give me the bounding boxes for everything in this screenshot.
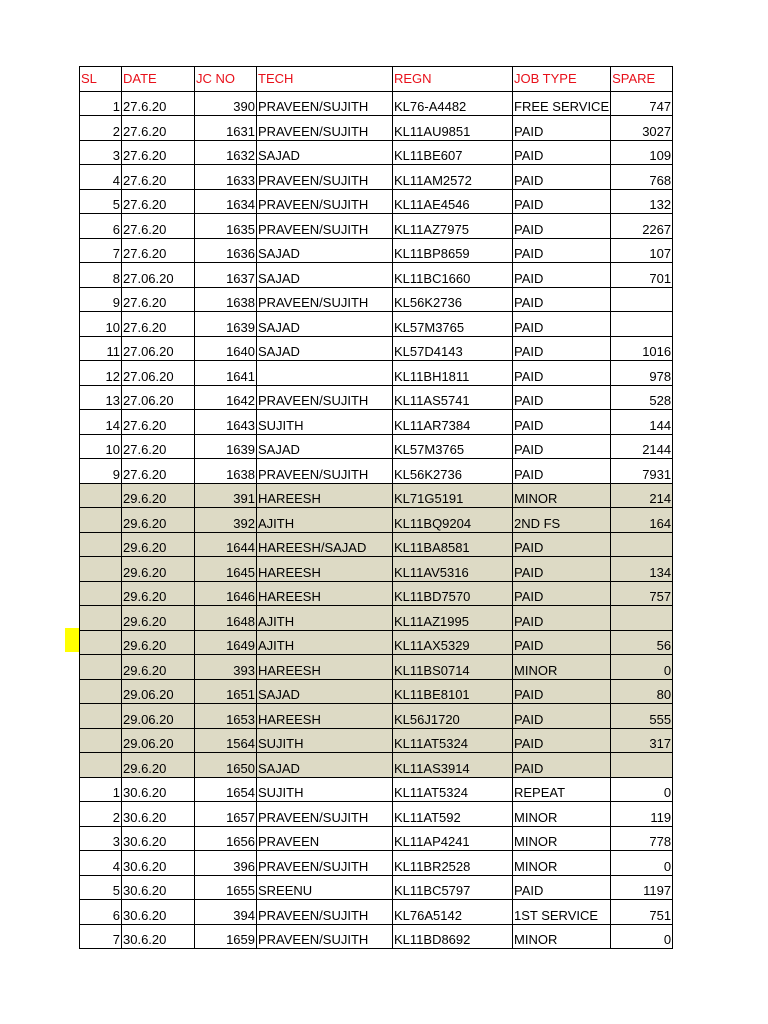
- cell-regn[interactable]: KL11AV5316: [393, 557, 513, 582]
- table-row: [80, 802, 673, 827]
- cell-sl[interactable]: 4: [80, 165, 122, 190]
- cell-sl[interactable]: 7: [80, 238, 122, 263]
- cell-sl[interactable]: [80, 679, 122, 704]
- cell-jc-no[interactable]: 396: [195, 851, 257, 876]
- cell-regn[interactable]: KL11BQ9204: [393, 508, 513, 533]
- cell-spare[interactable]: [611, 312, 673, 337]
- cell-spare[interactable]: 701: [611, 263, 673, 288]
- cell-spare[interactable]: 1197: [611, 875, 673, 900]
- cell-spare[interactable]: [611, 287, 673, 312]
- cell-regn[interactable]: KL57M3765: [393, 312, 513, 337]
- cell-sl[interactable]: 10: [80, 312, 122, 337]
- table-row: [80, 924, 673, 949]
- cell-tech[interactable]: HAREESH: [257, 581, 393, 606]
- cell-date[interactable]: 29.6.20: [122, 483, 195, 508]
- cell-spare[interactable]: [611, 606, 673, 631]
- header-job-type[interactable]: JOB TYPE: [513, 67, 611, 92]
- table-row: [80, 679, 673, 704]
- cell-tech[interactable]: HAREESH: [257, 655, 393, 680]
- cell-regn[interactable]: KL11AS5741: [393, 385, 513, 410]
- cell-date[interactable]: 27.06.20: [122, 361, 195, 386]
- header-spare[interactable]: SPARE: [611, 67, 673, 92]
- table-row: [80, 116, 673, 141]
- cell-job-type[interactable]: PAID: [513, 753, 611, 778]
- cell-jc-no[interactable]: 1656: [195, 826, 257, 851]
- cell-jc-no[interactable]: 1649: [195, 630, 257, 655]
- cell-date[interactable]: 29.6.20: [122, 557, 195, 582]
- cell-spare[interactable]: 56: [611, 630, 673, 655]
- cell-date[interactable]: 29.6.20: [122, 753, 195, 778]
- cell-job-type[interactable]: PAID: [513, 214, 611, 239]
- cell-regn[interactable]: KL76A5142: [393, 900, 513, 925]
- cell-spare[interactable]: 2267: [611, 214, 673, 239]
- cell-job-type[interactable]: PAID: [513, 287, 611, 312]
- table-row: [80, 165, 673, 190]
- cell-date[interactable]: 27.6.20: [122, 434, 195, 459]
- cell-date[interactable]: 29.06.20: [122, 704, 195, 729]
- cell-sl[interactable]: [80, 728, 122, 753]
- table-row: [80, 385, 673, 410]
- cell-date[interactable]: 27.6.20: [122, 140, 195, 165]
- cell-jc-no[interactable]: 1646: [195, 581, 257, 606]
- cell-regn[interactable]: KL11AT5324: [393, 777, 513, 802]
- cell-sl[interactable]: 4: [80, 851, 122, 876]
- cell-date[interactable]: 29.6.20: [122, 655, 195, 680]
- table-row: [80, 655, 673, 680]
- cell-regn[interactable]: KL11BE8101: [393, 679, 513, 704]
- cell-spare[interactable]: 778: [611, 826, 673, 851]
- cell-jc-no[interactable]: 1655: [195, 875, 257, 900]
- cell-tech[interactable]: PRAVEEN/SUJITH: [257, 900, 393, 925]
- cell-regn[interactable]: KL11AX5329: [393, 630, 513, 655]
- cell-regn[interactable]: KL57D4143: [393, 336, 513, 361]
- cell-date[interactable]: 27.6.20: [122, 238, 195, 263]
- cell-job-type[interactable]: PAID: [513, 459, 611, 484]
- table-row: [80, 361, 673, 386]
- cell-tech[interactable]: PRAVEEN/SUJITH: [257, 802, 393, 827]
- cell-spare[interactable]: 119: [611, 802, 673, 827]
- cell-regn[interactable]: KL11AT5324: [393, 728, 513, 753]
- cell-sl[interactable]: [80, 532, 122, 557]
- cell-job-type[interactable]: PAID: [513, 238, 611, 263]
- cell-tech[interactable]: [257, 361, 393, 386]
- cell-sl[interactable]: 14: [80, 410, 122, 435]
- cell-job-type[interactable]: PAID: [513, 189, 611, 214]
- cell-tech[interactable]: AJITH: [257, 606, 393, 631]
- cell-regn[interactable]: KL11AZ7975: [393, 214, 513, 239]
- cell-regn[interactable]: KL57M3765: [393, 434, 513, 459]
- cell-sl[interactable]: 1: [80, 777, 122, 802]
- cell-job-type[interactable]: PAID: [513, 581, 611, 606]
- table-row: [80, 140, 673, 165]
- table-row: [80, 238, 673, 263]
- cell-jc-no[interactable]: 1637: [195, 263, 257, 288]
- cell-regn[interactable]: KL11BS0714: [393, 655, 513, 680]
- job-card-table: [79, 66, 673, 949]
- cell-date[interactable]: 30.6.20: [122, 900, 195, 925]
- cell-tech[interactable]: HAREESH: [257, 557, 393, 582]
- cell-jc-no[interactable]: 1657: [195, 802, 257, 827]
- cell-job-type[interactable]: PAID: [513, 434, 611, 459]
- cell-sl[interactable]: 6: [80, 900, 122, 925]
- cell-regn[interactable]: KL11BH1811: [393, 361, 513, 386]
- cell-sl[interactable]: 9: [80, 287, 122, 312]
- cell-sl[interactable]: [80, 483, 122, 508]
- cell-sl[interactable]: 6: [80, 214, 122, 239]
- cell-job-type[interactable]: MINOR: [513, 924, 611, 949]
- cell-tech[interactable]: SAJAD: [257, 263, 393, 288]
- cell-tech[interactable]: SUJITH: [257, 410, 393, 435]
- table-row: [80, 900, 673, 925]
- cell-job-type[interactable]: PAID: [513, 263, 611, 288]
- cell-spare[interactable]: 144: [611, 410, 673, 435]
- table-row: [80, 312, 673, 337]
- cell-regn[interactable]: KL11BE607: [393, 140, 513, 165]
- cell-spare[interactable]: 528: [611, 385, 673, 410]
- cell-sl[interactable]: 5: [80, 189, 122, 214]
- cell-sl[interactable]: 10: [80, 434, 122, 459]
- cell-sl[interactable]: 1: [80, 91, 122, 116]
- table-row: [80, 630, 673, 655]
- cell-spare[interactable]: 0: [611, 851, 673, 876]
- cell-job-type[interactable]: PAID: [513, 728, 611, 753]
- cell-regn[interactable]: KL11BC1660: [393, 263, 513, 288]
- cell-jc-no[interactable]: 393: [195, 655, 257, 680]
- cell-tech[interactable]: SAJAD: [257, 312, 393, 337]
- table-row: [80, 287, 673, 312]
- cell-jc-no[interactable]: 1645: [195, 557, 257, 582]
- table-row: [80, 91, 673, 116]
- cell-tech[interactable]: HAREESH: [257, 704, 393, 729]
- cell-spare[interactable]: 2144: [611, 434, 673, 459]
- cell-spare[interactable]: 757: [611, 581, 673, 606]
- cell-jc-no[interactable]: 1642: [195, 385, 257, 410]
- cell-date[interactable]: 27.06.20: [122, 336, 195, 361]
- cell-tech[interactable]: SUJITH: [257, 777, 393, 802]
- cell-regn[interactable]: KL76-A4482: [393, 91, 513, 116]
- cell-jc-no[interactable]: 1636: [195, 238, 257, 263]
- table-row: [80, 336, 673, 361]
- cell-regn[interactable]: KL11AS3914: [393, 753, 513, 778]
- cell-spare[interactable]: 0: [611, 777, 673, 802]
- cell-sl[interactable]: [80, 753, 122, 778]
- cell-job-type[interactable]: PAID: [513, 410, 611, 435]
- cell-date[interactable]: 27.6.20: [122, 287, 195, 312]
- cell-jc-no[interactable]: 1643: [195, 410, 257, 435]
- cell-regn[interactable]: KL11BD7570: [393, 581, 513, 606]
- cell-sl[interactable]: [80, 557, 122, 582]
- cell-jc-no[interactable]: 1654: [195, 777, 257, 802]
- cell-sl[interactable]: 8: [80, 263, 122, 288]
- cell-jc-no[interactable]: 1653: [195, 704, 257, 729]
- cell-spare[interactable]: 80: [611, 679, 673, 704]
- cell-sl[interactable]: [80, 508, 122, 533]
- cell-date[interactable]: 27.6.20: [122, 116, 195, 141]
- cell-date[interactable]: 30.6.20: [122, 802, 195, 827]
- header-jc-no[interactable]: JC NO: [195, 67, 257, 92]
- cell-job-type[interactable]: PAID: [513, 606, 611, 631]
- cell-jc-no[interactable]: 1639: [195, 312, 257, 337]
- cell-job-type[interactable]: PAID: [513, 532, 611, 557]
- table-row: [80, 214, 673, 239]
- cell-date[interactable]: 29.6.20: [122, 606, 195, 631]
- cell-regn[interactable]: KL56J1720: [393, 704, 513, 729]
- cell-spare[interactable]: 3027: [611, 116, 673, 141]
- cell-date[interactable]: 29.6.20: [122, 532, 195, 557]
- cell-tech[interactable]: AJITH: [257, 508, 393, 533]
- cell-sl[interactable]: 13: [80, 385, 122, 410]
- cell-job-type[interactable]: MINOR: [513, 826, 611, 851]
- cell-tech[interactable]: SAJAD: [257, 336, 393, 361]
- cell-date[interactable]: 30.6.20: [122, 777, 195, 802]
- cell-jc-no[interactable]: 391: [195, 483, 257, 508]
- cell-job-type[interactable]: PAID: [513, 875, 611, 900]
- table-row: [80, 189, 673, 214]
- table-row: [80, 777, 673, 802]
- cell-sl[interactable]: 3: [80, 826, 122, 851]
- cell-jc-no[interactable]: 1633: [195, 165, 257, 190]
- cell-spare[interactable]: [611, 753, 673, 778]
- header-regn[interactable]: REGN: [393, 67, 513, 92]
- cell-tech[interactable]: SREENU: [257, 875, 393, 900]
- header-row: [80, 67, 673, 92]
- cell-date[interactable]: 27.6.20: [122, 91, 195, 116]
- cell-regn[interactable]: KL11BR2528: [393, 851, 513, 876]
- table-row: [80, 753, 673, 778]
- cell-jc-no[interactable]: 1634: [195, 189, 257, 214]
- row-highlight-marker: [65, 628, 79, 652]
- cell-jc-no[interactable]: 1564: [195, 728, 257, 753]
- cell-spare[interactable]: 768: [611, 165, 673, 190]
- cell-spare[interactable]: 555: [611, 704, 673, 729]
- cell-spare[interactable]: 978: [611, 361, 673, 386]
- cell-spare[interactable]: 214: [611, 483, 673, 508]
- cell-spare[interactable]: 0: [611, 924, 673, 949]
- cell-job-type[interactable]: FREE SERVICE: [513, 91, 611, 116]
- table-row: [80, 410, 673, 435]
- cell-tech[interactable]: PRAVEEN/SUJITH: [257, 459, 393, 484]
- cell-job-type[interactable]: 1ST SERVICE: [513, 900, 611, 925]
- cell-tech[interactable]: SAJAD: [257, 434, 393, 459]
- cell-sl[interactable]: 3: [80, 140, 122, 165]
- cell-date[interactable]: 29.6.20: [122, 630, 195, 655]
- cell-spare[interactable]: [611, 532, 673, 557]
- cell-tech[interactable]: PRAVEEN: [257, 826, 393, 851]
- cell-job-type[interactable]: REPEAT: [513, 777, 611, 802]
- cell-tech[interactable]: PRAVEEN/SUJITH: [257, 851, 393, 876]
- cell-tech[interactable]: HAREESH/SAJAD: [257, 532, 393, 557]
- cell-regn[interactable]: KL11AR7384: [393, 410, 513, 435]
- header-sl[interactable]: SL: [80, 67, 122, 92]
- table-row: [80, 728, 673, 753]
- cell-regn[interactable]: KL11BC5797: [393, 875, 513, 900]
- cell-sl[interactable]: 9: [80, 459, 122, 484]
- cell-job-type[interactable]: PAID: [513, 557, 611, 582]
- cell-sl[interactable]: 2: [80, 802, 122, 827]
- cell-sl[interactable]: [80, 581, 122, 606]
- table-row: [80, 851, 673, 876]
- cell-date[interactable]: 30.6.20: [122, 826, 195, 851]
- cell-regn[interactable]: KL11AU9851: [393, 116, 513, 141]
- cell-jc-no[interactable]: 1650: [195, 753, 257, 778]
- cell-sl[interactable]: [80, 655, 122, 680]
- cell-regn[interactable]: KL11BA8581: [393, 532, 513, 557]
- cell-spare[interactable]: 109: [611, 140, 673, 165]
- cell-tech[interactable]: SAJAD: [257, 679, 393, 704]
- table-row: [80, 508, 673, 533]
- cell-spare[interactable]: 747: [611, 91, 673, 116]
- cell-job-type[interactable]: MINOR: [513, 483, 611, 508]
- cell-jc-no[interactable]: 1644: [195, 532, 257, 557]
- cell-jc-no[interactable]: 1659: [195, 924, 257, 949]
- cell-jc-no[interactable]: 390: [195, 91, 257, 116]
- cell-spare[interactable]: 751: [611, 900, 673, 925]
- cell-jc-no[interactable]: 1635: [195, 214, 257, 239]
- cell-tech[interactable]: HAREESH: [257, 483, 393, 508]
- cell-spare[interactable]: 134: [611, 557, 673, 582]
- cell-tech[interactable]: PRAVEEN/SUJITH: [257, 165, 393, 190]
- cell-tech[interactable]: PRAVEEN/SUJITH: [257, 189, 393, 214]
- cell-regn[interactable]: KL71G5191: [393, 483, 513, 508]
- cell-tech[interactable]: SUJITH: [257, 728, 393, 753]
- cell-job-type[interactable]: PAID: [513, 336, 611, 361]
- cell-spare[interactable]: 0: [611, 655, 673, 680]
- cell-regn[interactable]: KL11AP4241: [393, 826, 513, 851]
- cell-job-type[interactable]: PAID: [513, 165, 611, 190]
- table-row: [80, 606, 673, 631]
- cell-tech[interactable]: SAJAD: [257, 753, 393, 778]
- cell-date[interactable]: 30.6.20: [122, 924, 195, 949]
- table-row: [80, 826, 673, 851]
- cell-job-type[interactable]: MINOR: [513, 851, 611, 876]
- table-row: [80, 532, 673, 557]
- cell-tech[interactable]: SAJAD: [257, 238, 393, 263]
- header-tech[interactable]: TECH: [257, 67, 393, 92]
- cell-date[interactable]: 30.6.20: [122, 875, 195, 900]
- cell-sl[interactable]: [80, 606, 122, 631]
- cell-regn[interactable]: KL56K2736: [393, 459, 513, 484]
- cell-sl[interactable]: 7: [80, 924, 122, 949]
- cell-job-type[interactable]: PAID: [513, 361, 611, 386]
- cell-tech[interactable]: PRAVEEN/SUJITH: [257, 91, 393, 116]
- cell-job-type[interactable]: MINOR: [513, 802, 611, 827]
- cell-date[interactable]: 27.6.20: [122, 165, 195, 190]
- cell-sl[interactable]: 11: [80, 336, 122, 361]
- cell-tech[interactable]: PRAVEEN/SUJITH: [257, 287, 393, 312]
- table-row: [80, 434, 673, 459]
- cell-date[interactable]: 27.06.20: [122, 385, 195, 410]
- cell-job-type[interactable]: PAID: [513, 679, 611, 704]
- cell-spare[interactable]: 107: [611, 238, 673, 263]
- cell-jc-no[interactable]: 1651: [195, 679, 257, 704]
- cell-jc-no[interactable]: 1631: [195, 116, 257, 141]
- cell-jc-no[interactable]: 1641: [195, 361, 257, 386]
- cell-jc-no[interactable]: 1648: [195, 606, 257, 631]
- cell-tech[interactable]: PRAVEEN/SUJITH: [257, 116, 393, 141]
- cell-regn[interactable]: KL56K2736: [393, 287, 513, 312]
- cell-sl[interactable]: [80, 704, 122, 729]
- cell-job-type[interactable]: PAID: [513, 116, 611, 141]
- table-row: [80, 483, 673, 508]
- cell-date[interactable]: 29.06.20: [122, 679, 195, 704]
- cell-regn[interactable]: KL11BD8692: [393, 924, 513, 949]
- cell-date[interactable]: 27.06.20: [122, 263, 195, 288]
- cell-job-type[interactable]: PAID: [513, 704, 611, 729]
- cell-jc-no[interactable]: 1639: [195, 434, 257, 459]
- cell-tech[interactable]: AJITH: [257, 630, 393, 655]
- cell-date[interactable]: 29.6.20: [122, 581, 195, 606]
- cell-tech[interactable]: PRAVEEN/SUJITH: [257, 924, 393, 949]
- cell-sl[interactable]: [80, 630, 122, 655]
- cell-date[interactable]: 27.6.20: [122, 189, 195, 214]
- cell-sl[interactable]: 2: [80, 116, 122, 141]
- table-row: [80, 459, 673, 484]
- cell-date[interactable]: 27.6.20: [122, 214, 195, 239]
- cell-date[interactable]: 27.6.20: [122, 459, 195, 484]
- header-date[interactable]: DATE: [122, 67, 195, 92]
- cell-date[interactable]: 27.6.20: [122, 410, 195, 435]
- cell-spare[interactable]: 7931: [611, 459, 673, 484]
- cell-jc-no[interactable]: 394: [195, 900, 257, 925]
- cell-jc-no[interactable]: 392: [195, 508, 257, 533]
- cell-job-type[interactable]: PAID: [513, 140, 611, 165]
- cell-regn[interactable]: KL11AE4546: [393, 189, 513, 214]
- table-row: [80, 704, 673, 729]
- cell-tech[interactable]: PRAVEEN/SUJITH: [257, 385, 393, 410]
- table-row: [80, 875, 673, 900]
- cell-jc-no[interactable]: 1638: [195, 287, 257, 312]
- cell-job-type[interactable]: MINOR: [513, 655, 611, 680]
- cell-date[interactable]: 29.6.20: [122, 508, 195, 533]
- cell-date[interactable]: 27.6.20: [122, 312, 195, 337]
- cell-date[interactable]: 30.6.20: [122, 851, 195, 876]
- cell-tech[interactable]: SAJAD: [257, 140, 393, 165]
- cell-job-type[interactable]: 2ND FS: [513, 508, 611, 533]
- cell-job-type[interactable]: PAID: [513, 385, 611, 410]
- cell-tech[interactable]: PRAVEEN/SUJITH: [257, 214, 393, 239]
- cell-jc-no[interactable]: 1632: [195, 140, 257, 165]
- table-row: [80, 263, 673, 288]
- cell-date[interactable]: 29.06.20: [122, 728, 195, 753]
- table-row: [80, 557, 673, 582]
- cell-regn[interactable]: KL11BP8659: [393, 238, 513, 263]
- cell-jc-no[interactable]: 1640: [195, 336, 257, 361]
- cell-spare[interactable]: 132: [611, 189, 673, 214]
- cell-job-type[interactable]: PAID: [513, 312, 611, 337]
- cell-regn[interactable]: KL11AM2572: [393, 165, 513, 190]
- cell-spare[interactable]: 1016: [611, 336, 673, 361]
- cell-sl[interactable]: 12: [80, 361, 122, 386]
- cell-jc-no[interactable]: 1638: [195, 459, 257, 484]
- table-row: [80, 581, 673, 606]
- cell-spare[interactable]: 317: [611, 728, 673, 753]
- cell-job-type[interactable]: PAID: [513, 630, 611, 655]
- cell-regn[interactable]: KL11AT592: [393, 802, 513, 827]
- cell-sl[interactable]: 5: [80, 875, 122, 900]
- cell-regn[interactable]: KL11AZ1995: [393, 606, 513, 631]
- cell-spare[interactable]: 164: [611, 508, 673, 533]
